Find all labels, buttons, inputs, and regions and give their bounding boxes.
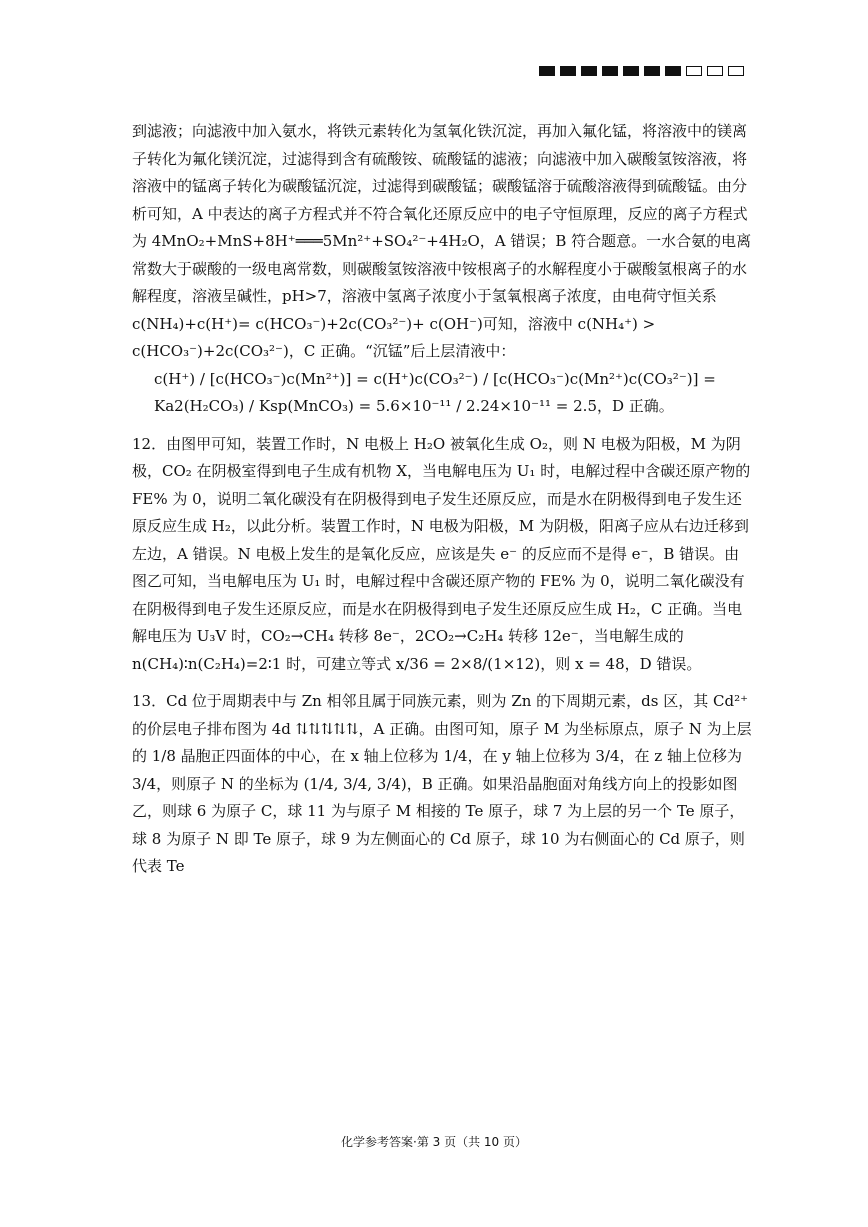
filled-square-icon xyxy=(644,66,660,76)
empty-square-icon xyxy=(728,66,744,76)
filled-square-icon xyxy=(539,66,555,76)
empty-square-icon xyxy=(686,66,702,76)
confidentiality-marks xyxy=(539,66,744,76)
item-12: 12．由图甲可知，装置工作时，N 电极上 H₂O 被氧化生成 O₂，则 N 电极为阳极，M 为阴极，CO₂ 在阴极室得到电子生成有机物 X，当电解电压为 U₁ 时，电解过程中含碳还原产物的 FE% 为 0，说明二氧化碳没有在阴极得到电子发生还原反应，而是水在阴极得到电子发生还原反应生成 H₂，以此分析。装置工作时，N 电极为阳极，M 为阴极，阳离子应从右边迁移到左边，A 错误。N 电极上发生的是氧化反应，应该是失 e⁻ 的反应而不是得 e⁻，B 错误。由图乙可知，当电解电压为 U₁ 时，电解过程中含碳还原产物的 FE% 为 0，说明二氧化碳没有在阴极得到电子发生还原反应，而是水在阴极得到电子发生还原反应生成 H₂，C 正确。当电解电压为 U₃V 时，CO₂→CH₄ 转移 8e⁻，2CO₂→C₂H₄ 转移 12e⁻，当电解生成的 n(CH₄)∶n(C₂H₄)=2∶1 时，可建立等式 x/36 = 2×8/(1×12)，则 x = 48，D 错误。 xyxy=(132,434,751,673)
item-11-formula: c(H⁺) / [c(HCO₃⁻)c(Mn²⁺)] = c(H⁺)c(CO₃²⁻) / [c(HCO₃⁻)c(Mn²⁺)c(CO₃²⁻)] = Ka2(H₂CO₃) / Ksp(MnCO₃) = 5.6×10⁻¹¹ / 2.24×10⁻¹¹ = 2.5，D 正确。 xyxy=(154,369,716,415)
filled-square-icon xyxy=(623,66,639,76)
answer-content xyxy=(132,118,752,881)
page-footer: 化学参考答案·第 3 页（共 10 页） xyxy=(341,1135,527,1149)
filled-square-icon xyxy=(602,66,618,76)
filled-square-icon xyxy=(560,66,576,76)
empty-square-icon xyxy=(707,66,723,76)
item-11-continuation: 到滤液；向滤液中加入氨水，将铁元素转化为氢氧化铁沉淀，再加入氟化锰，将溶液中的镁离子转化为氟化镁沉淀，过滤得到含有硫酸铵、硫酸锰的滤液；向滤液中加入碳酸氢铵溶液，将溶液中的锰离子转化为碳酸锰沉淀，过滤得到碳酸锰；碳酸锰溶于硫酸溶液得到硫酸锰。由分析可知，A 中表达的离子方程式并不符合氧化还原反应中的电子守恒原理，反应的离子方程式为 4MnO₂+MnS+8H⁺═══5Mn²⁺+SO₄²⁻+4H₂O，A 错误；B 符合题意。一水合氨的电离常数大于碳酸的一级电离常数，则碳酸氢铵溶液中铵根离子的水解程度小于碳酸氢根离子的水解程度，溶液呈碱性，pH>7，溶液中氢离子浓度小于氢氧根离子浓度，由电荷守恒关系 c(NH₄)+c(H⁺)= c(HCO₃⁻)+2c(CO₃²⁻)+ c(OH⁻)可知，溶液中 c(NH₄⁺) > c(HCO₃⁻)+2c(CO₃²⁻)，C 正确。“沉锰”后上层清液中： xyxy=(132,122,752,360)
filled-square-icon xyxy=(581,66,597,76)
filled-square-icon xyxy=(665,66,681,76)
item-13: 13．Cd 位于周期表中与 Zn 相邻且属于同族元素，则为 Zn 的下周期元素，ds 区，其 Cd²⁺ 的价层电子排布图为 4d ⇅⇅⇅⇅⇅，A 正确。由图可知，原子 M 为坐标原点，原子 N 为上层的 1/8 晶胞正四面体的中心，在 x 轴上位移为 1/4，在 y 轴上位移为 3/4，在 z 轴上位移为 3/4，则原子 N 的坐标为 (1/4, 3/4, 3/4)，B 正确。如果沿晶胞面对角线方向上的投影如图乙，则球 6 为原子 C，球 11 为与原子 M 相接的 Te 原子，球 7 为上层的另一个 Te 原子，球 8 为原子 N 即 Te 原子，球 9 为左侧面心的 Cd 原子，球 10 为右侧面心的 Cd 原子，则代表 Te xyxy=(132,692,752,875)
